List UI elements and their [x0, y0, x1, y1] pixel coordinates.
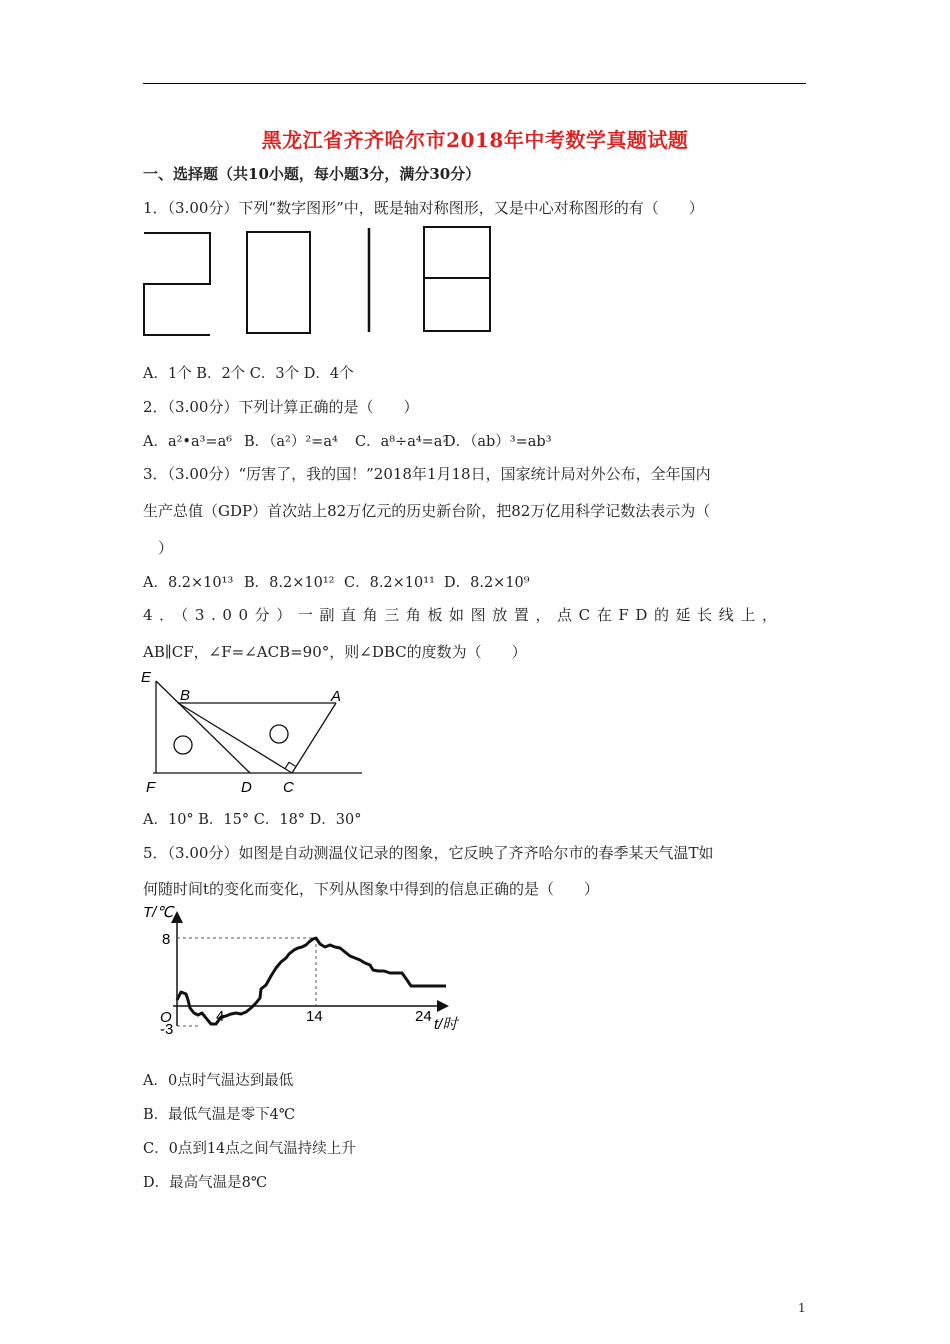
question-3-option-c: C．8.2×10¹¹ [344, 575, 435, 591]
question-5-option-a: A．0点时气温达到最低 [143, 1073, 294, 1089]
x-tick-4: 4 [216, 1008, 225, 1025]
question-2-option-d: D．（ab）³=ab³ [444, 434, 552, 450]
question-5-option-b: B．最低气温是零下4℃ [143, 1107, 296, 1123]
question-5-option-c: C．0点到14点之间气温持续上升 [143, 1141, 356, 1157]
question-2-stem: 2．（3.00分）下列计算正确的是（ ） [143, 398, 419, 416]
question-5-stem-line-2: 何随时间t的变化而变化，下列从图象中得到的信息正确的是（ ） [143, 880, 600, 898]
origin-label: O [160, 1009, 172, 1026]
label-b: B [180, 687, 191, 704]
x-tick-14: 14 [306, 1008, 323, 1025]
question-2-option-b: B．（a²）²=a⁴ [244, 434, 338, 450]
q5-temperature-graph [140, 900, 475, 1038]
question-5-option-d: D．最高气温是8℃ [143, 1175, 268, 1191]
question-2-option-c: C．a⁸÷a⁴=a² [355, 434, 449, 450]
page-title: 黑龙江省齐齐哈尔市2018年中考数学真题试题 [261, 128, 689, 152]
x-tick-24: 24 [415, 1008, 432, 1025]
y-tick-neg3: -3 [160, 1021, 174, 1038]
question-4-stem-line-1: 4．（3.00分）一副直角三角板如图放置，点C在FD的延长线上， [143, 606, 784, 624]
label-f: F [146, 779, 156, 796]
question-4-stem-line-2: AB∥CF，∠F=∠ACB=90°，则∠DBC的度数为（ ） [143, 643, 527, 661]
label-a: A [331, 688, 342, 705]
question-3-option-d: D．8.2×10⁹ [444, 575, 530, 591]
y-tick-8: 8 [162, 931, 171, 948]
question-3-stem-line-3: ） [158, 539, 174, 557]
digit-zero-figure [247, 232, 310, 333]
question-1-stem: 1．（3.00分）下列“数字图形”中，既是轴对称图形，又是中心对称图形的有（ ） [143, 199, 704, 217]
q4-triangle-figure [140, 668, 370, 798]
section-heading: 一、选择题（共10小题，每小题3分，满分30分） [143, 165, 481, 183]
digit-eight-figure [424, 227, 490, 331]
label-d: D [241, 779, 252, 796]
question-3-option-b: B．8.2×10¹² [244, 575, 335, 591]
q1-digit-figures [140, 222, 500, 340]
y-axis-label: T/℃ [143, 904, 174, 921]
question-4-options: A．10° B．15° C．18° D．30° [143, 812, 362, 828]
question-3-stem-line-2: 生产总值（GDP）首次站上82万亿元的历史新台阶，把82万亿用科学记数法表示为（ [143, 502, 711, 520]
digit-two-figure [144, 233, 210, 335]
question-3-option-a: A．8.2×10¹³ [143, 575, 234, 591]
question-5-stem-line-1: 5．（3.00分）如图是自动测温仪记录的图象，它反映了齐齐哈尔市的春季某天气温T如 [143, 844, 714, 862]
x-axis-label: t/时 [434, 1016, 458, 1033]
header-rule [143, 83, 806, 84]
page-number: 1 [798, 1301, 806, 1315]
label-e: E [141, 669, 152, 686]
question-3-stem-line-1: 3．（3.00分）“厉害了，我的国！”2018年1月18日，国家统计局对外公布，全年国内 [143, 465, 711, 483]
question-2-option-a: A．a²•a³=a⁶ [143, 434, 233, 450]
label-c: C [283, 779, 294, 796]
question-1-options: A．1个 B．2个 C．3个 D．4个 [143, 366, 354, 382]
